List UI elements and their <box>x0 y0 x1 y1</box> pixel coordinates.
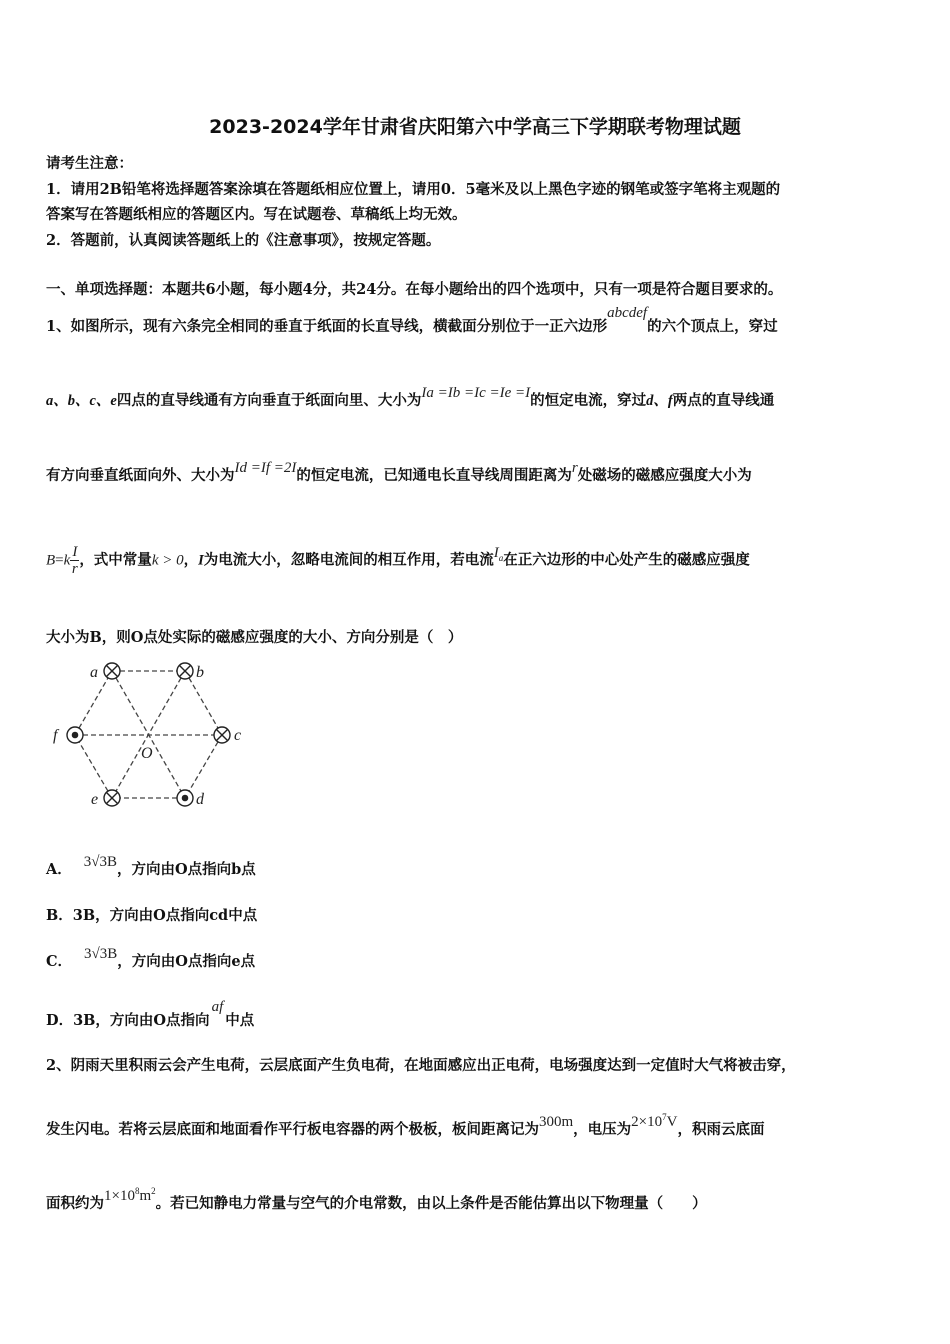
area-unit-exponent: 2 <box>151 1186 156 1196</box>
voltage-mantissa: 2×10 <box>631 1114 663 1130</box>
fraction-denominator: r <box>71 561 78 577</box>
q2-line-3 <box>46 1186 707 1213</box>
formula-k: k <box>63 552 71 569</box>
q1-line-3 <box>46 460 752 485</box>
q2-text: 面积约为 <box>46 1195 104 1212</box>
q1-text: 在正六边形的中心处产生的磁感应强度 <box>503 551 750 569</box>
option-a-math: 3√3B <box>83 854 118 870</box>
voltage-exponent: 7 <box>662 1112 667 1122</box>
area-mantissa: 1×10 <box>104 1188 135 1204</box>
fraction-numerator: I <box>72 544 78 560</box>
q1-text: 处磁场的磁感应强度大小为 <box>577 467 752 484</box>
q2-text: 发生闪电。若将云层底面和地面看作平行板电容器的两个极板，板间距离记为 <box>46 1121 539 1138</box>
option-d <box>46 999 255 1030</box>
current-a-subscript: a <box>498 552 504 563</box>
constant-condition: k > 0 <box>151 552 184 569</box>
q1-text: ，式中常量 <box>79 551 152 569</box>
notice-item-1-line-1: 1．请用2B铅笔将选择题答案涂填在答题纸相应位置上，请用0．5毫米及以上黑色字迹的钢笔或签字笔将主观题的 <box>46 181 781 198</box>
voltage-value <box>631 1114 677 1130</box>
area-value <box>104 1188 156 1204</box>
current-in-math: Ia =Ib =Ic =Ie =I <box>421 385 531 401</box>
notice-heading: 请考生注意： <box>46 155 133 172</box>
q1-text: 1、如图所示，现有六条完全相同的垂直于纸面的长直导线，横截面分别位于一正六边形 <box>46 318 608 335</box>
label-f: f <box>53 727 58 744</box>
wire-d-out-of-page-icon <box>177 790 193 806</box>
hexagon-wire-diagram <box>48 657 258 815</box>
q1-text: 的恒定电流，已知通电长直导线周围距离为 <box>296 467 572 484</box>
page-title: 2023-2024学年甘肃省庆阳第六中学高三下学期联考物理试题 <box>209 116 741 138</box>
q2-text: ，积雨云底面 <box>677 1121 765 1138</box>
q1-points-in: a、b、c、e <box>46 393 117 409</box>
wire-a-into-page-icon <box>104 663 120 679</box>
edge-cd <box>185 735 222 798</box>
q1-line-5: 大小为B，则O点处实际的磁感应强度的大小、方向分别是（ ） <box>46 629 463 646</box>
current-symbol: I <box>198 552 204 569</box>
q1-text: 四点的直导线通有方向垂直于纸面向里、大小为 <box>116 392 422 409</box>
area-exponent: 8 <box>134 1186 140 1196</box>
option-c <box>46 946 256 971</box>
label-b: b <box>196 664 204 681</box>
option-b: B．3B，方向由O点指向cd中点 <box>46 907 258 924</box>
wire-c-into-page-icon <box>214 727 230 743</box>
q2-line-1: 2、阴雨天里积雨云会产生电荷，云层底面产生负电荷，在地面感应出正电荷，电场强度达到一定值时大气将被击穿， <box>46 1057 796 1074</box>
wire-e-into-page-icon <box>104 790 120 806</box>
distance-value: 300m <box>539 1114 574 1130</box>
wire-b-into-page-icon <box>177 663 193 679</box>
current-out-math: Id =If =2I <box>234 460 297 476</box>
option-c-label: C． <box>46 953 73 970</box>
option-a-label: A． <box>46 861 72 878</box>
q1-text: ， <box>183 551 199 569</box>
label-o: O <box>141 745 153 762</box>
area-unit: m <box>139 1188 152 1204</box>
formula-b: B <box>46 552 56 569</box>
q1-text: 两点的直导线通 <box>672 392 775 409</box>
q1-text: 为电流大小，忽略电流间的相互作用，若电流 <box>203 551 494 569</box>
label-a: a <box>90 664 98 681</box>
q1-line-2 <box>46 385 775 410</box>
q1-text: 有方向垂直纸面向外、大小为 <box>46 467 235 484</box>
notice-item-1-line-2: 答案写在答题纸相应的答题区内。写在试题卷、草稿纸上均无效。 <box>46 206 467 223</box>
q2-text: 。若已知静电力常量与空气的介电常数，由以上条件是否能估算出以下物理量（ ） <box>155 1195 707 1212</box>
section-1-header: 一、单项选择题：本题共6小题，每小题4分，共24分。在每小题给出的四个选项中，只有一项是符合题目要求的。 <box>46 281 783 298</box>
option-c-math: 3√3B <box>84 946 118 962</box>
edge-ef <box>75 735 112 798</box>
q2-line-2 <box>46 1112 765 1139</box>
option-d-text: D．3B，方向由O点指向 <box>46 1012 210 1029</box>
q1-line-4 <box>46 544 750 577</box>
q1-line-1 <box>46 305 778 336</box>
formula-eq: = <box>55 552 64 569</box>
label-c: c <box>234 727 242 744</box>
formula-fraction <box>70 544 79 577</box>
distance-math: r <box>571 460 578 476</box>
label-d: d <box>196 791 204 808</box>
voltage-unit: V <box>666 1114 678 1130</box>
q1-text: 的恒定电流，穿过 <box>530 392 647 409</box>
option-a-text: ，方向由O点指向b点 <box>117 861 256 878</box>
hexagon-label-math: abcdef <box>607 305 648 321</box>
label-e: e <box>91 791 99 808</box>
option-d-math: af <box>211 999 224 1015</box>
option-a <box>46 854 256 879</box>
q1-points-out: d、f <box>646 393 673 409</box>
notice-item-2: 2．答题前，认真阅读答题纸上的《注意事项》，按规定答题。 <box>46 232 441 249</box>
current-a-symbol: I <box>493 544 499 561</box>
q2-text: ，电压为 <box>573 1121 632 1138</box>
q1-text: 的六个顶点上，穿过 <box>647 318 778 335</box>
wire-f-out-of-page-icon <box>67 727 83 743</box>
option-d-text-end: 中点 <box>225 1012 255 1029</box>
option-c-text: ，方向由O点指向e点 <box>117 953 256 970</box>
